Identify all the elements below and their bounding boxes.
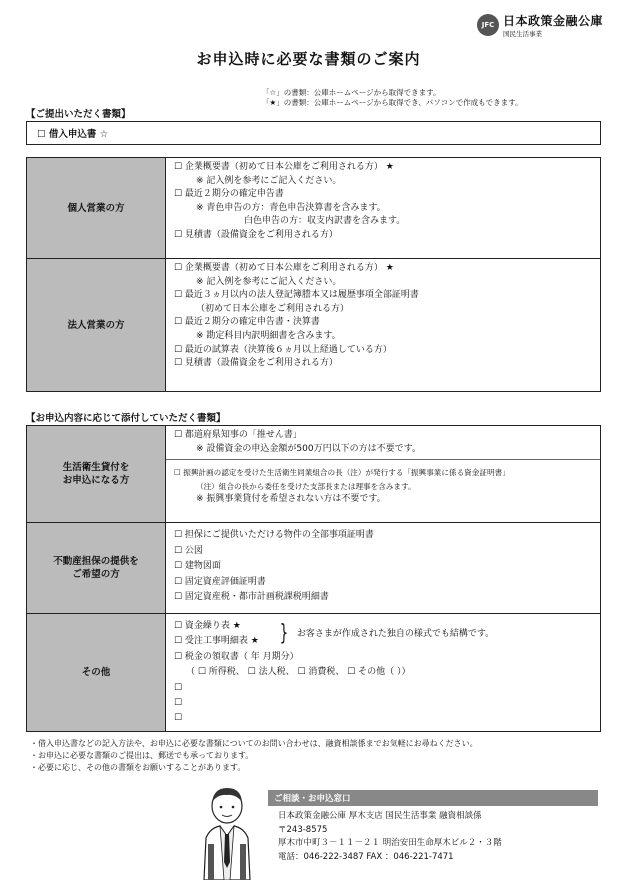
contact-line: 日本政策金融公庫 厚木支店 国民生活事業 融資相談係 — [278, 811, 482, 821]
contact-line: 厚木市中町３－１１－２１ 明治安田生命厚木ビル２・３階 — [278, 838, 502, 848]
loan-form-item: ☐ 借入申込書 ☆ — [37, 129, 109, 140]
section-heading: 【お申込内容に応じて添付していただく書類】 — [26, 413, 226, 424]
doc-item: ☐ 最近２期分の確定申告書・決算書 — [174, 317, 320, 328]
table-row — [27, 522, 600, 613]
doc-item: ☐ 資金繰り表 ★ — [174, 621, 241, 631]
doc-note: ※ 勘定科目内訳明細書を含みます。 — [196, 330, 341, 341]
doc-item: ☐ 公図 — [174, 545, 203, 556]
doc-item: ☐ 都道府県知事の「推せん書」 — [174, 430, 302, 440]
row-header — [27, 523, 166, 613]
doc-item: ☐ 企業概要書（初めて日本公庫をご利用される方） ★ — [174, 263, 394, 273]
doc-note: ※ 振興事業貸付を希望されない方は不要です。 — [196, 494, 386, 505]
doc-note: （初めて日本公庫をご利用される方） — [196, 303, 350, 314]
conditional-docs-table — [26, 425, 601, 732]
row-content — [166, 614, 600, 731]
blank-checkbox: ☐ — [174, 682, 183, 693]
contact-heading: ご相談・お申込窓口 — [268, 790, 598, 806]
doc-note: ※ 設備資金の申込金額が500万円以下の方は不要です。 — [196, 443, 421, 454]
doc-note: ※ 記入例を参考にご記入ください。 — [196, 276, 342, 287]
row-header: 個人営業の方 — [27, 158, 166, 258]
jfc-logo-icon: JFC — [477, 14, 499, 36]
notes — [30, 738, 478, 774]
doc-item: ☐ 担保にご提供いただける物件の全部事項証明書 — [174, 530, 374, 540]
row-content — [166, 426, 600, 522]
table-row — [27, 158, 600, 258]
contact-line: 電話：046-222-3487 FAX ：046-221-7471 — [278, 851, 454, 862]
doc-item: ☐ 企業概要書（初めて日本公庫をご利用される方） ★ — [174, 162, 394, 172]
doc-item: ☐ 最近３ヵ月以内の法人登記簿謄本又は履歴事項全部証明書 — [174, 290, 419, 301]
brace-icon: } — [279, 621, 289, 647]
staff-illustration — [196, 784, 258, 880]
table-row — [27, 258, 600, 391]
contact-line: 〒243-8575 — [278, 824, 328, 835]
row-header-line: お申込になる方 — [62, 475, 130, 486]
contact-box — [268, 790, 598, 868]
org-sub: 国民生活事業 — [502, 30, 542, 38]
note-line: ・必要に応じ、その他の書類をお願いすることがあります。 — [30, 763, 246, 772]
doc-item: ☐ 固定資産税・都市計画税課税明細書 — [174, 592, 329, 602]
row-subcell — [166, 426, 600, 460]
doc-item: ☐ 見積書（設備資金をご利用される方） — [174, 229, 338, 240]
row-content — [166, 523, 600, 613]
tax-types: （ ☐ 所得税、 ☐ 法人税、 ☐ 消費税、 ☐ その他（ ）） — [186, 667, 411, 678]
row-content — [166, 259, 600, 391]
form-group — [174, 619, 594, 650]
doc-item: ☐ 受注工事明細表 ★ — [174, 636, 259, 647]
table-row — [27, 613, 600, 731]
doc-item: ☐ 最近の試算表（決算後６ヵ月以上経過している方） — [174, 344, 392, 355]
doc-item: ☐ 固定資産評価証明書 — [174, 576, 266, 587]
doc-item: ☐ 振興計画の認定を受けた生活衛生同業組合の長（注）が発行する「振興事業に係る資金証明書」 — [174, 468, 510, 477]
doc-note: （注）組合の長から委任を受けた支部長または理事を含みます。 — [196, 481, 416, 491]
row-header: その他 — [27, 614, 166, 731]
blank-checkbox: ☐ — [174, 713, 183, 724]
note-line: ・お申込に必要な書類のご提出は、郵送でも承っております。 — [30, 751, 254, 760]
doc-item: ☐ 建物図面 — [174, 561, 221, 571]
row-header: 法人営業の方 — [27, 259, 166, 391]
doc-item: ☐ 最近２期分の確定申告書 — [174, 189, 284, 200]
doc-note: 白色申告の方：収支内訳書を含みます。 — [244, 216, 406, 227]
doc-item: ☐ 税金の領収書（ 年 月期分） — [174, 651, 299, 662]
org-name: 日本政策金融公庫 — [502, 14, 603, 28]
blank-checkbox: ☐ — [174, 698, 183, 709]
legend-line: 「★」の書類：公庫ホームページから取得でき、パソコンで作成もできます。 — [262, 98, 523, 107]
row-header-line: 生活衛生貸付を — [62, 462, 130, 473]
row-subcell — [166, 460, 600, 522]
row-header — [27, 426, 166, 522]
row-content — [166, 158, 600, 258]
doc-note: ※ 記入例を参考にご記入ください。 — [196, 175, 342, 186]
page-title: お申込時に必要な書類のご案内 — [196, 50, 421, 68]
row-header-line: ご希望の方 — [72, 569, 120, 580]
note-line: ・借入申込書などの記入方法や、お申込に必要な書類についてのお問い合わせは、融資相談係までお気軽にお尋ねください。 — [30, 739, 478, 748]
org-logo — [477, 12, 603, 38]
contact-body — [268, 806, 598, 868]
brace-note: お客さまが作成された独自の様式でも結構です。 — [296, 628, 495, 639]
doc-note: ※ 青色申告の方：青色申告決算書を含みます。 — [196, 202, 386, 213]
required-docs-table — [26, 157, 601, 392]
legend — [262, 88, 523, 108]
doc-item: ☐ 見積書（設備資金をご利用される方） — [174, 358, 338, 369]
loan-form-box — [26, 121, 601, 145]
table-row — [27, 426, 600, 522]
section-heading: 【ご提出いただく書類】 — [26, 109, 131, 120]
row-header-line: 不動産担保の提供を — [53, 556, 139, 567]
legend-line: 「☆」の書類：公庫ホームページから取得できます。 — [262, 88, 441, 97]
